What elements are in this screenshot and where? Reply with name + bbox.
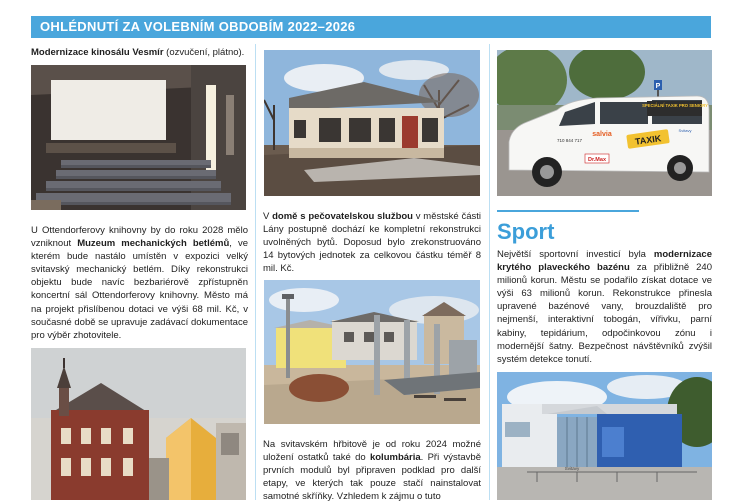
text-run-bold: domě s pečovatelskou službou (272, 211, 413, 222)
text-run: V (263, 211, 273, 222)
column-divider (489, 44, 490, 500)
text-run: Na svitavském hřbitově je od roku 2024 možné uložení ostatků také do (263, 439, 481, 464)
text-run: Největší sportovní investicí byla (497, 249, 654, 260)
van-brand-drmax: Dr.Max (587, 157, 607, 163)
cinema-caption-rest: (ozvučení, plátno). (163, 47, 245, 58)
text-run: . Při výstavbě prvních modulů byl připraven podklad pro další etapy, ve kterých tak pouze stačí nainstalovat samotné skříňky. Vzhledem k zájmu o tuto (263, 452, 481, 503)
sport-heading: Sport (497, 219, 555, 244)
museum-paragraph (31, 224, 248, 342)
text-run: za přibližně 240 milionů korun. Městu se podařilo získat dotace ve výši 63 milionů korun. Rekonstrukce přinesla upravené bazénové vany, brouzdaliště pro nejmenší, interaktivní tobogán, vířivku, parní kabiny, tepidárium, odpočinkovou zónu i modernější šatny. Bezpečnost návštěvníků zvýšil systém detekce tonutí. (497, 262, 712, 365)
cinema-caption (31, 47, 248, 59)
columbarium-photo (264, 280, 480, 424)
cinema-hall-photo (31, 65, 246, 210)
text-run-bold: Muzeum mechanických betlémů (77, 238, 230, 250)
cinema-caption-bold: Modernizace kinosálu Vesmír (31, 47, 164, 58)
sport-heading-rule (497, 210, 639, 212)
care-home-paragraph (263, 210, 481, 275)
pool-sign: Svitavy (564, 466, 580, 471)
van-sign-text: SPECIÁLNÍ TAXIK PRO SENIORY (642, 103, 708, 108)
text-run: v městské části Lány postupně dochází ke kompletní rekonstrukci uvolněných bytů. Doposud bylo zrekonstruováno 14 bytových jednotek za celkovou částku téměř 8 mil. Kč. (263, 211, 481, 275)
text-run-bold: modernizace krytého plaveckého bazénu (497, 249, 712, 274)
library-museum-visualization (31, 348, 246, 500)
van-brand-svitavy: Svitavy (678, 128, 692, 133)
text-run: U Ottendorferovy knihovny by do roku 2028 mělo vzniknout (31, 225, 248, 250)
section-banner: OHLÉDNUTÍ ZA VOLEBNÍM OBDOBÍM 2022–2026 (31, 16, 711, 38)
text-run: , ve kterém bude nastálo umístěn v expozici velký svitavský mechanický betlém. Díky rekonstrukci objektu bude navíc bezbariérově zpřístupněn koncertní sál Ottendorferovy knihovny. Město má na projekt přislíbenou dotaci ve výši 68 mil. Kč, v současné době se upravuje zadávací dokumentace pro výběr zhotovitele. (31, 238, 248, 341)
column-divider (255, 44, 256, 500)
care-home-photo (264, 50, 480, 196)
columbarium-paragraph (263, 438, 481, 503)
senior-taxi-photo (497, 50, 712, 196)
van-brand-salvia: salvia (592, 131, 612, 138)
van-phone: 710 844 717 (557, 138, 583, 143)
van-taxi-label: TAXIK (634, 133, 662, 147)
swimming-pool-photo (497, 372, 712, 500)
parking-sign-label: P (655, 83, 661, 90)
text-run-bold: kolumbária (369, 452, 421, 464)
pool-paragraph (497, 248, 712, 366)
